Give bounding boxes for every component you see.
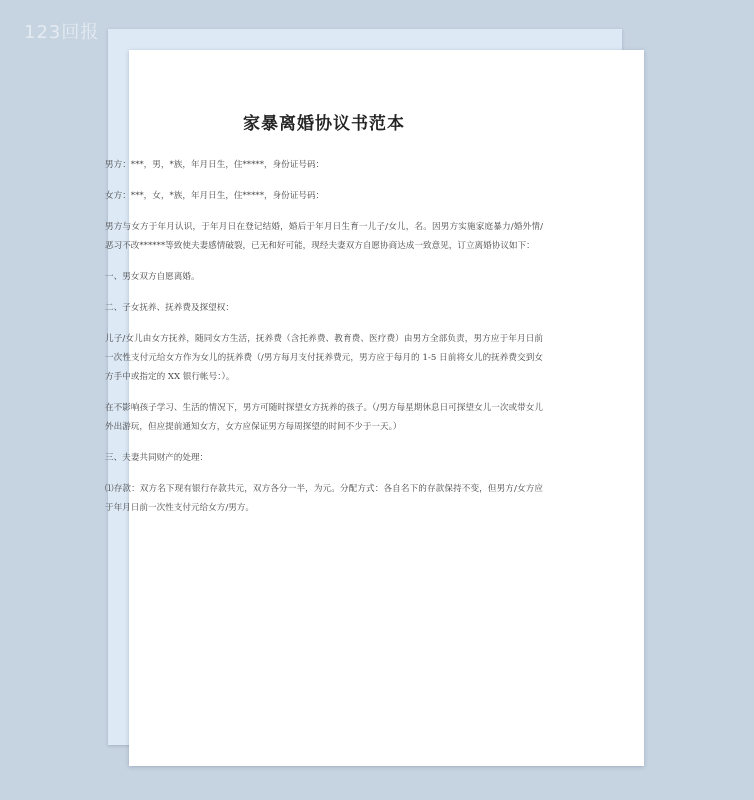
clause-1: 一、男女双方自愿离婚。 <box>105 272 200 282</box>
watermark-text: 123回报 <box>24 22 100 43</box>
clause-3-heading: 三、夫妻共同财产的处理： <box>105 453 209 463</box>
custody-paragraph: 儿子/女儿由女方抚养，随同女方生活，抚养费（含托养费、教育费、医疗费）由男方全部负责，男方应于年月日前一次性支付元给女方作为女儿的抚养费（/男方每月支付抚养费元，男方应于每月的 1-5 日前将女儿的抚养费交到女方手中或指定的 XX 银行帐号：）。 <box>105 334 543 382</box>
clause-2-heading: 二、子女抚养、抚养费及探望权： <box>105 303 234 313</box>
party-male: 男方：***，男，*族，年月日生，住*****，身份证号码： <box>105 160 325 170</box>
intro-paragraph: 男方与女方于年月认识，于年月日在登记结婚，婚后于年月日生育一儿子/女儿，名。因男方实施家庭暴力/婚外情/恶习不改******等致使夫妻感情破裂，已无和好可能，现经夫妻双方自愿协商达成一致意见，订立离婚协议如下： <box>105 222 543 251</box>
party-female: 女方：***，女，*族，年月日生，住*****，身份证号码： <box>105 191 325 201</box>
document-title: 家暴离婚协议书范本 <box>243 114 405 134</box>
visitation-paragraph: 在不影响孩子学习、生活的情况下，男方可随时探望女方抚养的孩子。（/男方每星期休息日可探望女儿一次或带女儿外出游玩，但应提前通知女方，女方应保证男方每周探望的时间不少于一天。） <box>105 403 543 432</box>
document-body <box>105 112 543 530</box>
deposit-paragraph: ⑴存款：双方名下现有银行存款共元，双方各分一半，为元。分配方式：各自名下的存款保持不变，但男方/女方应于年月日前一次性支付元给女方/男方。 <box>105 484 543 513</box>
